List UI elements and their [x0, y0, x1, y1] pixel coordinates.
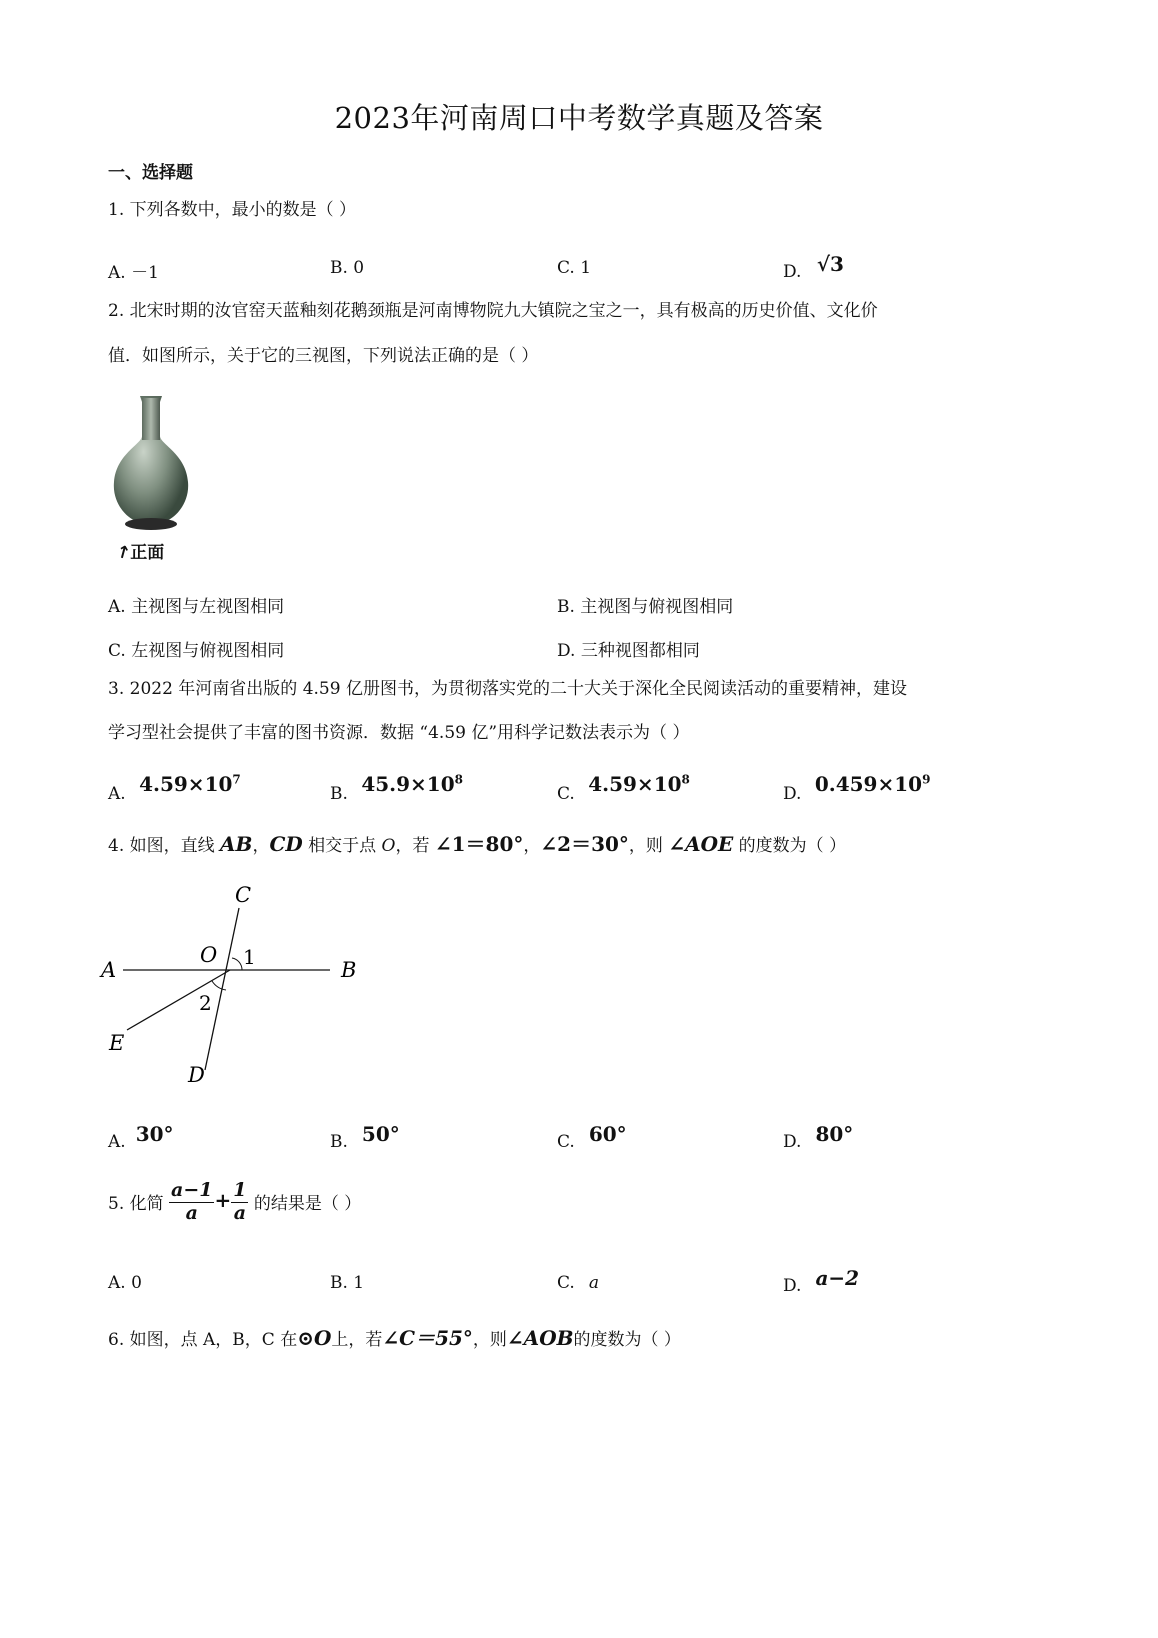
option-label: D. — [783, 784, 802, 804]
option-label: A. — [108, 784, 126, 804]
q2-option-c: C. 左视图与俯视图相同 — [108, 641, 285, 661]
line-cd-math: CD — [269, 832, 303, 856]
q4-option-a — [108, 1122, 174, 1152]
option-math: 60° — [588, 1122, 627, 1146]
label-d: D — [188, 1063, 205, 1087]
q5-option-a: A. 0 — [108, 1273, 142, 1293]
angle-2-math: ∠2＝30° — [540, 832, 629, 856]
circle-o-math: ⊙O — [297, 1326, 332, 1350]
option-math: 80° — [815, 1122, 854, 1146]
label-c: C — [235, 883, 252, 907]
q1-option-d — [783, 252, 844, 282]
question-4-stem: 4. 如图，直线 AB，CD 相交于点 O，若 ∠1＝80°，∠2＝30°，则 ∠AOE 的度数为（ ） — [108, 832, 847, 856]
option-math: $0.459\times 10^9$ — [814, 772, 931, 796]
angle-1-arc — [232, 958, 242, 970]
label-e: E — [109, 1031, 125, 1055]
option-math: 30° — [135, 1122, 174, 1146]
option-label: C. — [557, 1273, 575, 1293]
caption-text: 正面 — [130, 543, 165, 563]
option-math: $4.59\times 10^7$ — [139, 772, 241, 796]
option-label: B. — [330, 784, 348, 804]
label-angle-2: 2 — [199, 991, 212, 1015]
option-label: B. — [330, 1132, 348, 1152]
q1-option-c: C. 1 — [557, 258, 592, 278]
q5-option-d — [783, 1266, 859, 1296]
angle-1-math: ∠1＝80° — [434, 832, 524, 856]
q2-option-a: A. 主视图与左视图相同 — [108, 597, 285, 617]
fraction-1: $\frac{a-1}{a}$ — [171, 1179, 213, 1224]
lines-diagram — [95, 880, 375, 1090]
q3-option-d — [783, 772, 930, 804]
q4-option-c — [557, 1122, 627, 1152]
question-3-line-1: 3. 2022 年河南省出版的 4.59 亿册图书，为贯彻落实党的二十大关于深化全民阅读活动的重要精神，建设 — [108, 679, 907, 699]
vase-caption — [113, 538, 165, 565]
fraction-2: $\frac{1}{a}$ — [233, 1179, 247, 1224]
page-title: 2023年河南周口中考数学真题及答案 — [334, 101, 824, 135]
section-heading: 一、选择题 — [108, 163, 193, 183]
q4-option-d — [783, 1122, 853, 1152]
q1-option-a: A. －1 — [108, 263, 159, 283]
option-math: $4.59\times 10^8$ — [588, 772, 690, 796]
question-2-line-2: 值．如图所示，关于它的三视图，下列说法正确的是（ ） — [108, 346, 539, 366]
q3-option-a — [108, 772, 241, 804]
option-math: a — [588, 1273, 599, 1293]
question-6-stem: 6. 如图，点 A，B，C 在⊙O上，若∠C＝55°，则∠AOB的度数为（ ） — [108, 1326, 681, 1350]
question-5-stem: 5. 化简 $\frac{a-1}{a}$ + $\frac{1}{a}$ 的结果是（ ） — [108, 1179, 362, 1224]
label-b: B — [341, 958, 357, 982]
label-angle-1: 1 — [243, 945, 256, 969]
angle-c-math: ∠C＝55° — [382, 1326, 473, 1350]
q1-option-b: B. 0 — [330, 258, 365, 278]
option-label: C. — [557, 784, 575, 804]
question-2-line-1: 2. 北宋时期的汝官窑天蓝釉刻花鹅颈瓶是河南博物院九大镇院之宝之一，具有极高的历史价值、文化价 — [108, 301, 878, 321]
option-label: C. — [557, 1132, 575, 1152]
option-math: 50° — [361, 1122, 400, 1146]
question-1-stem: 1. 下列各数中，最小的数是（ ） — [108, 200, 357, 220]
question-3-line-2: 学习型社会提供了丰富的图书资源．数据 “4.59 亿”用科学记数法表示为（ ） — [108, 723, 690, 743]
option-label: D. — [783, 1276, 802, 1296]
q5-option-c — [557, 1273, 599, 1293]
line-ab-math: AB — [220, 832, 253, 856]
label-a: A — [101, 958, 117, 982]
angle-aoe-math: ∠AOE — [668, 832, 734, 856]
option-label: D. — [783, 1132, 802, 1152]
option-math: a−2 — [815, 1266, 860, 1290]
option-label: D. — [783, 262, 802, 282]
arrow-up-icon: ↑ — [113, 541, 133, 565]
q3-option-c — [557, 772, 690, 804]
vase-image — [108, 392, 198, 532]
q3-option-b — [330, 772, 463, 804]
q2-option-b: B. 主视图与俯视图相同 — [557, 597, 734, 617]
q2-option-d: D. 三种视图都相同 — [557, 641, 700, 661]
option-math: $45.9\times 10^8$ — [361, 772, 463, 796]
ray-oe — [127, 970, 230, 1030]
label-o: O — [200, 943, 218, 967]
q4-option-b — [330, 1122, 400, 1152]
angle-aob-math: ∠AOB — [506, 1326, 574, 1350]
option-math: √3 — [816, 252, 844, 276]
q5-option-b: B. 1 — [330, 1273, 365, 1293]
vase-figure — [108, 392, 198, 570]
geometry-figure-q4 — [95, 880, 375, 1094]
option-label: A. — [108, 1132, 126, 1152]
